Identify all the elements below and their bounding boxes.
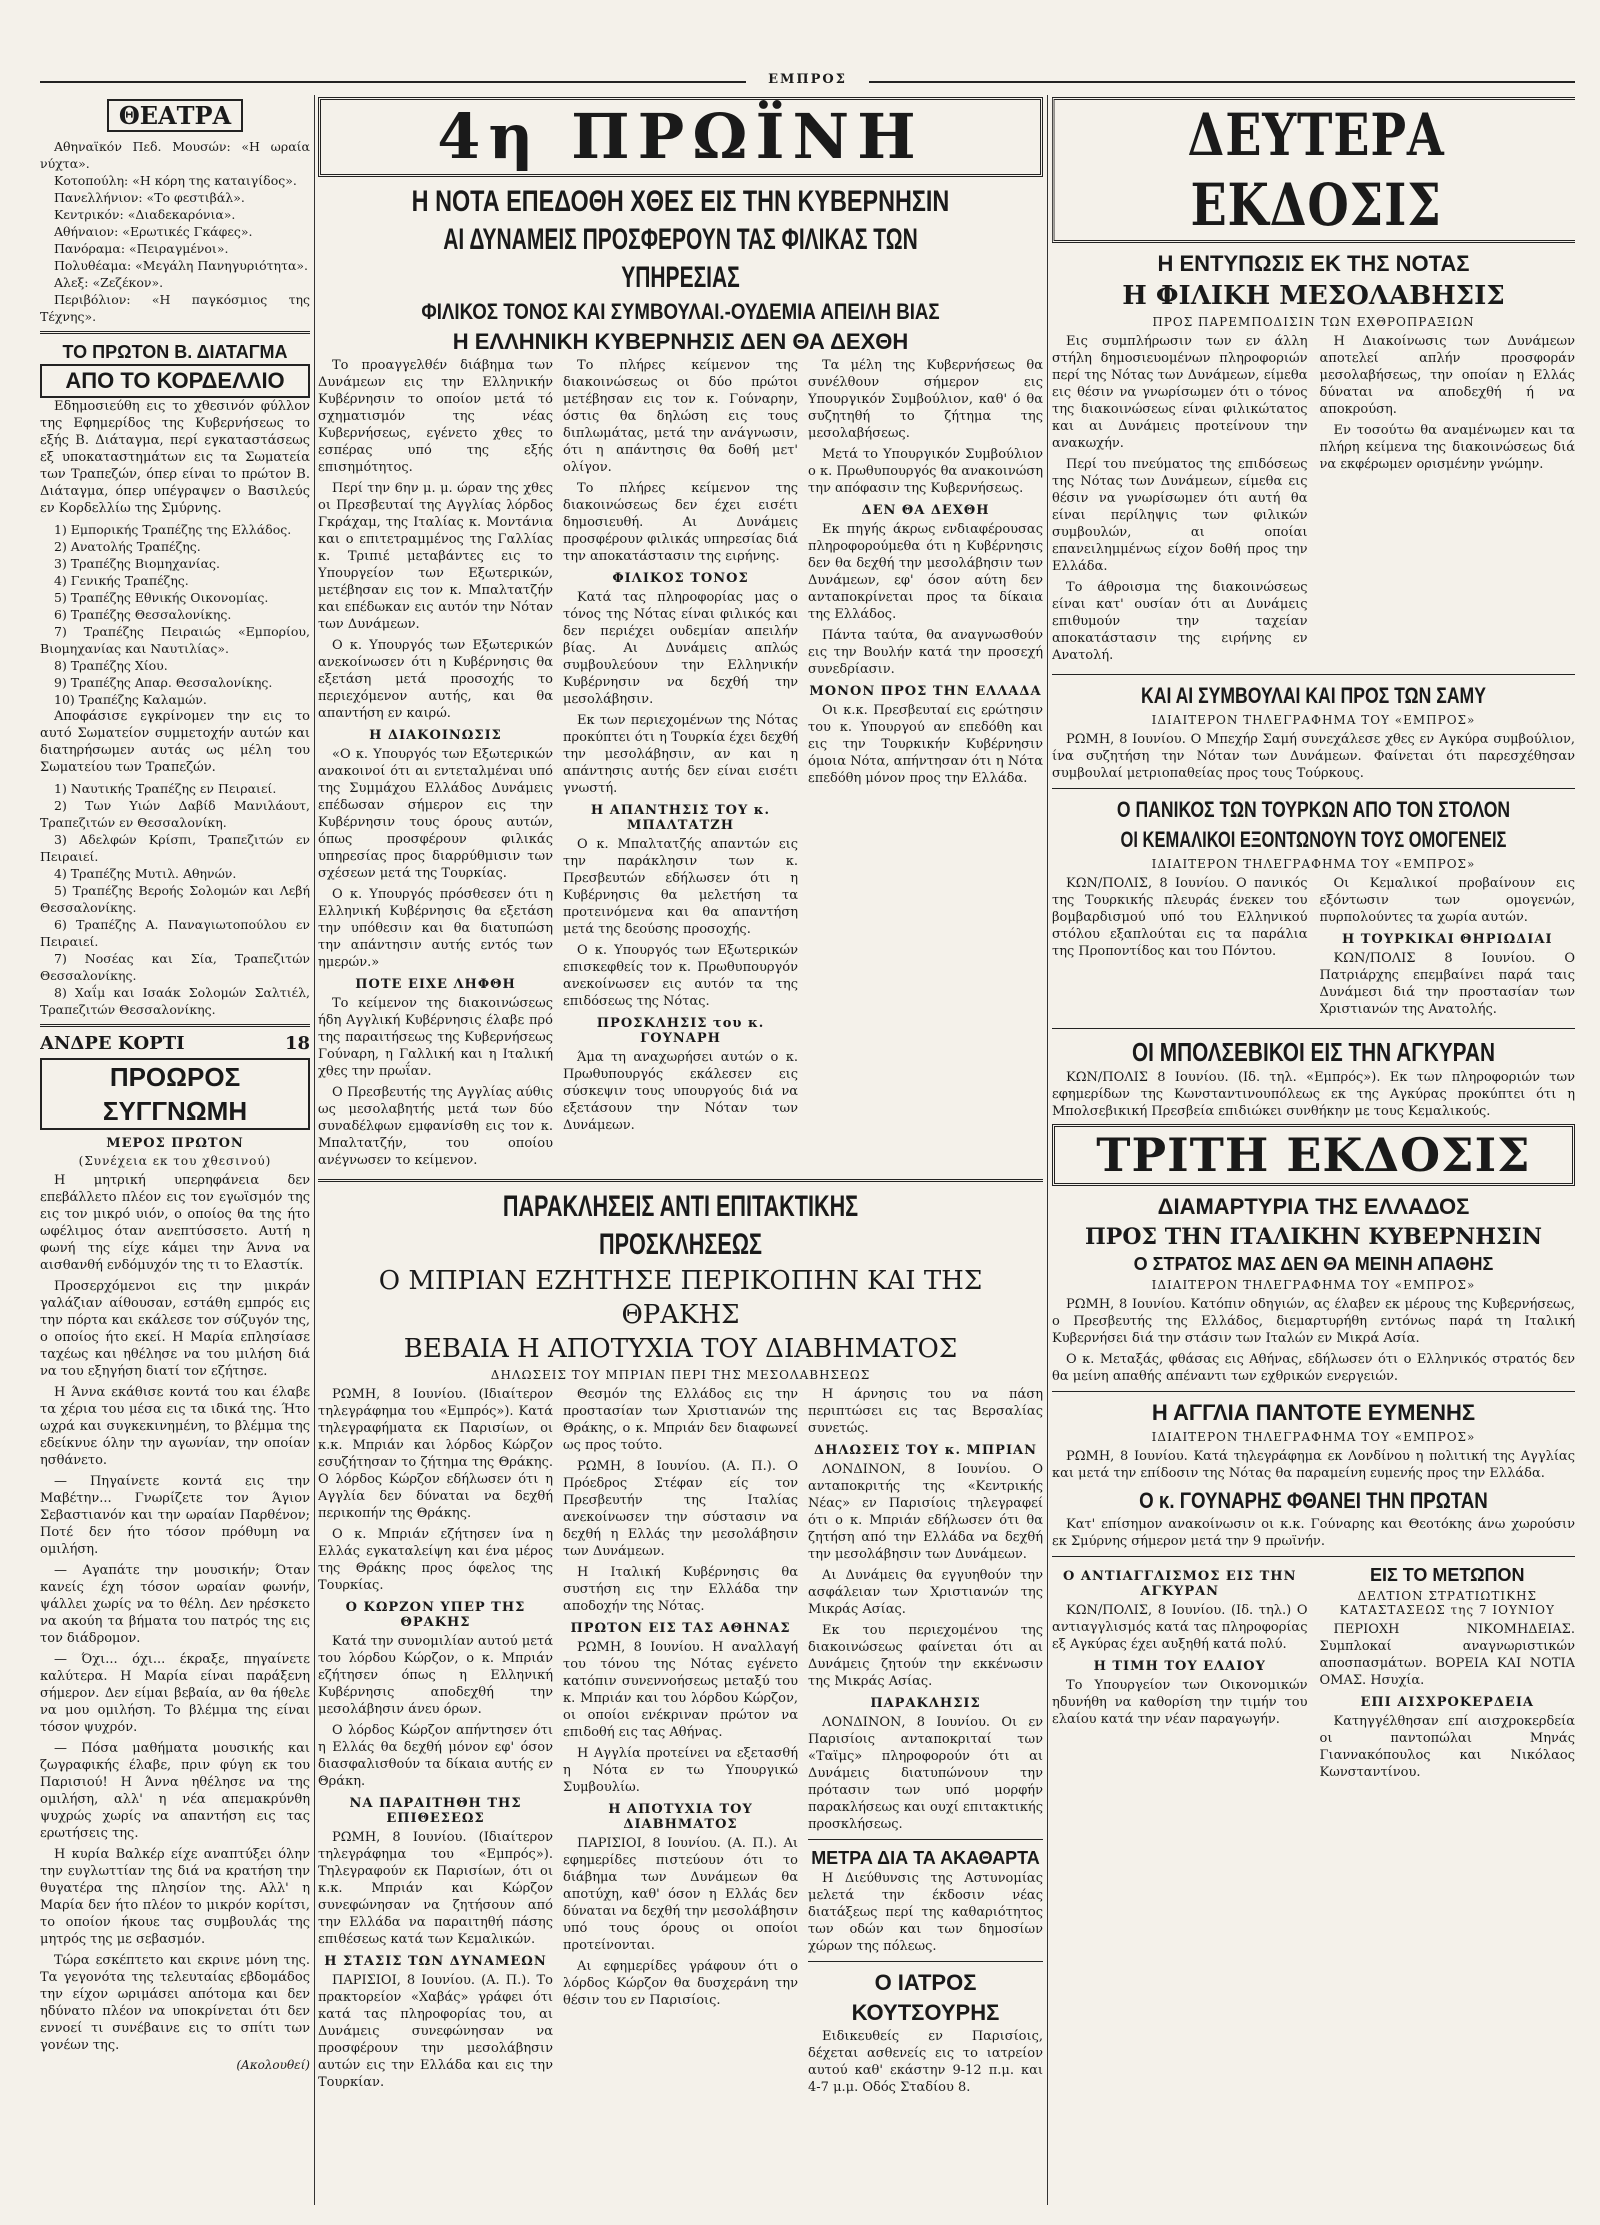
decree-item: 1) Εμπορικής Τραπέζης της Ελλάδος.	[54, 522, 292, 537]
second-edition-banner: ΔΕΥΤΕΡΑ ΕΚΔΟΣΙΣ	[1052, 97, 1575, 243]
decree-item: 9) Τραπέζης Απαρ. Θεσσαλονίκης.	[54, 675, 273, 690]
section-head: ΕΙΣ ΤΟ ΜΕΤΩΠΟΝ	[1369, 1565, 1525, 1585]
england-headline: Η ΑΓΓΛΙΑ ΠΑΝΤΟΤΕ ΕΥΜΕΝΗΣ	[1151, 1400, 1476, 1425]
panic-headline: Ο ΠΑΝΙΚΟΣ ΤΩΝ ΤΟΥΡΚΩΝ ΑΠΟ ΤΟΝ ΣΤΟΛΟΝ	[1116, 797, 1511, 822]
telegram-label: ΙΔΙΑΙΤΕΡΟΝ ΤΗΛΕΓΡΑΦΗΜΑ ΤΟΥ «ΕΜΠΡΟΣ»	[1151, 857, 1476, 871]
theatres-list	[40, 138, 310, 325]
section-head: Η ΑΠΟΤΥΧΙΑ ΤΟΥ ΔΙΑΒΗΜΑΤΟΣ	[608, 1802, 753, 1832]
section-head: ΠΡΟΣΚΛΗΣΙΣ του κ. ΓΟΥΝΑΡΗ	[596, 1016, 765, 1046]
decree-item: 5) Τραπέζης Εθνικής Οικονομίας.	[54, 590, 269, 605]
theatre-entry: Πανελλήνιον: «Το φεστιβάλ».	[54, 190, 245, 205]
section-head: ΠΑΡΑΚΛΗΣΙΣ	[870, 1696, 981, 1711]
article-paragraph: Θεσμόν της Ελλάδος εις την προστασίαν των Χριστιανών της Θράκης, ο κ. Μπριάν δεν διαφωνεί ως προς τούτο.	[563, 1387, 798, 1453]
front-sub: ΔΕΛΤΙΟΝ ΣΤΡΑΤΙΩΤΙΚΗΣ ΚΑΤΑΣΤΑΣΕΩΣ της 7 ΙΟΥΝΙΟΥ	[1339, 1589, 1555, 1617]
telegram-label: ΙΔΙΑΙΤΕΡΟΝ ΤΗΛΕΓΡΑΦΗΜΑ ΤΟΥ «ΕΜΠΡΟΣ»	[1151, 1430, 1476, 1444]
article-paragraph: Η Αγγλία προτείνει να εξετασθή η Νότα εν τω Υπουργικώ Συμβουλίω.	[563, 1746, 798, 1795]
article-paragraph: Ο λόρδος Κώρζον απήντησεν ότι η Ελλάς θα δεχθή μόνον εφ' όσον διασφαλισθούν τα δίκαια αυτής εν Θράκη.	[318, 1723, 553, 1789]
article-paragraph: Το άθροισμα της διακοινώσεως είναι κατ' ουσίαν ότι αι Δυνάμεις επιθυμούν την ταχείαν αποκατάστασιν της ειρήνης εν Ανατολή.	[1052, 580, 1308, 663]
theatre-entry: Πολυθέαμα: «Μεγάλη Πανηγυριότητα».	[54, 258, 309, 273]
section-head: ΦΙΛΙΚΟΣ ΤΟΝΟΣ	[612, 571, 749, 586]
article-paragraph: Ο κ. Υπουργός των Εξωτερικών επισκεφθείς τον κ. Πρωθυπουργόν ανεκοίνωσεν εις αυτόν τα της επιδόσεως της Νότας.	[563, 943, 798, 1009]
article-paragraph: Ο κ. Μπαλτατζής απαντών εις την παράκλησιν των κ. Πρεσβευτών εδήλωσεν ότι η Κυβέρνησις θα μελετήση τα προτεινόμενα και θα απαντήση μετά της δεούσης προσοχής.	[563, 837, 798, 937]
theatre-entry: Κεντρικόν: «Διαδεκαρόνια».	[54, 207, 236, 222]
decree-item: 4) Γενικής Τραπέζης.	[54, 573, 189, 588]
article-paragraph: Κατά την συνομιλίαν αυτού μετά του λόρδου Κώρζον, ο κ. Μπριάν εζήτησεν όπως η Ελληνική Κυβέρνησις αποδεχθή την μεσολάβησιν άνευ όρων.	[318, 1634, 553, 1717]
second-deck: ΒΕΒΑΙΑ Η ΑΠΟΤΥΧΙΑ ΤΟΥ ΔΙΑΒΗΜΑΤΟΣ	[403, 1334, 958, 1364]
decree-item: 2) Ανατολής Τραπέζης.	[54, 539, 201, 554]
section-head: Η ΤΙΜΗ ΤΟΥ ΕΛΑΙΟΥ	[1093, 1659, 1266, 1674]
article-paragraph: Η άρνησις του να πάση περιπτώσει εις τας Βερσαλίας συνετώς.	[808, 1387, 1043, 1436]
article-paragraph: ΡΩΜΗ, 8 Ιουνίου. (Ιδιαίτερον τηλεγράφημα του «Εμπρός»). Τηλεγραφούν εκ Παρισίων, ότι οι κ.κ. Μπριάν και Κώρζον συνεφώνησαν να ζητήσουν από την Ελλάδα να παραιτηθή πάσης επιθέσεως κατά των Κεμαλικών.	[318, 1830, 553, 1947]
second-headline: ΠΑΡΑΚΛΗΣΕΙΣ ΑΝΤΙ ΕΠΙΤΑΚΤΙΚΗΣ ΠΡΟΣΚΛΗΣΕΩΣ	[502, 1190, 859, 1261]
section-head: ΠΡΩΤΟΝ ΕΙΣ ΤΑΣ ΑΘΗΝΑΣ	[570, 1621, 791, 1636]
article-paragraph: ΠΑΡΙΣΙΟΙ, 8 Ιουνίου. (Α. Π.). Αι εφημερίδες πιστεύουν ότι το διάβημα των Δυνάμεων θα αποτύχη, καθ' όσον η Ελλάς δεν δύναται να δεχθή την μεσολάβησιν υπό τους όρους οι οποίοι προτείνονται.	[563, 1836, 798, 1953]
decree-item: 2) Των Υιών Δαβίδ Μανιλάουτ, Τραπεζιτών εν Θεσσαλονίκη.	[40, 798, 310, 830]
section-head: Η ΣΤΑΣΙΣ ΤΩΝ ΔΥΝΑΜΕΩΝ	[324, 1954, 547, 1969]
article-paragraph: Το πλήρες κείμενον της διακοινώσεως οι δύο πρώτοι μετέβησαν εις τον κ. Γούναρην, όστις θα δηλώση εις τους διπλωμάτας, μετά την ανάγνωσιν, ότι η απάντησις θα δοθή μετ' ολίγον.	[563, 358, 798, 475]
article-paragraph: Κατ' επίσημον ανακοίνωσιν οι κ.κ. Γούναρης και Θεοτόκης άνω χωρούσιν εκ Σμύρνης σήμερον μετά την 9 πρωϊνήν.	[1052, 1517, 1575, 1549]
article-paragraph: ΠΕΡΙΟΧΗ ΝΙΚΟΜΗΔΕΙΑΣ. Συμπλοκαί αναγνωριστικών αποσπασμάτων. ΒΟΡΕΙΑ ΚΑΙ ΝΟΤΙΑ ΟΜΑΣ. Ησυχία.	[1319, 1622, 1575, 1688]
article-paragraph: ΡΩΜΗ, 8 Ιουνίου. (Ιδιαίτερον τηλεγράφημα του «Εμπρός»). Κατά τηλεγραφήματα εκ Παρισίων, οι κ.κ. Μπριάν και λόρδος Κώρζον εσυζήτησαν το ζήτημα της Θράκης. Ο λόρδος Κώρζον εδήλωσεν ότι η Αγγλία δεν δύναται να δεχθή περικοπήν της Θράκης.	[318, 1387, 553, 1521]
decree-item: 7) Τραπέζης Πειραιώς «Εμπορίου, Βιομηχανίας και Ναυτιλίας».	[40, 624, 310, 656]
edition-banner: 4η ΠΡΩΪΝΗ	[318, 97, 1043, 177]
article-paragraph: Ο κ. Μεταξάς, φθάσας εις Αθήνας, εδήλωσεν ότι ο Ελληνικός στρατός δεν θα μείνη απαθής απέναντι των εχθρικών ενεργειών.	[1052, 1352, 1575, 1384]
protest-subheadline: ΠΡΟΣ ΤΗΝ ΙΤΑΛΙΚΗΝ ΚΥΒΕΡΝΗΣΙΝ	[1085, 1224, 1542, 1250]
theatre-entry: Πανόραμα: «Πειραγμένοι».	[54, 241, 229, 256]
serial-title: ΠΡΟΩΡΟΣ ΣΥΓΓΝΩΜΗ	[40, 1058, 310, 1130]
article-paragraph: Κατηγγέλθησαν επί αισχροκερδεία οι παντοπώλαι Μηνάς Γιαννακόπουλος και Νικόλαος Κωνσταντίνου.	[1319, 1714, 1575, 1780]
decree-item: 5) Τραπέζης Βεροής Σολομών και Λεβή Θεσσαλονίκης.	[40, 883, 310, 915]
serial-continued: (Συνέχεια εκ του χθεσινού)	[78, 1154, 272, 1168]
decree-item: 10) Τραπέζης Καλαμών.	[54, 692, 207, 707]
decree-item: 6) Τραπέζης Θεσσαλονίκης.	[54, 607, 232, 622]
article-paragraph: ΡΩΜΗ, 8 Ιουνίου. Η αναλλαγή του τόνου της Νότας εγένετο κατόπιν συνεννοήσεως μεταξύ του κ. Μπριάν και του λόρδου Κώρζον, οι οποίοι ενέκριναν πρώτον να επιδοθή εις τας Αθήνας.	[563, 1640, 798, 1740]
article-paragraph: ΛΟΝΔΙΝΟΝ, 8 Ιουνίου. Οι εν Παρισίοις ανταποκριταί των «Ταϊμς» πληροφορούν ότι αι Δυνάμεις διατυπώνουν την πρότασιν των υπό μορφήν παρακλήσεως και ουχί επιτακτικής προσκλήσεως.	[808, 1715, 1043, 1832]
section-head: ΜΕΤΡΑ ΔΙΑ ΤΑ ΑΚΑΘΑΡΤΑ	[811, 1848, 1040, 1868]
serial-part: ΜΕΡΟΣ ΠΡΩΤΟΝ	[106, 1136, 244, 1151]
second-sub: ΔΗΛΩΣΕΙΣ ΤΟΥ ΜΠΡΙΑΝ ΠΕΡΙ ΤΗΣ ΜΕΣΟΛΑΒΗΣΕΩΣ	[490, 1368, 871, 1382]
article-paragraph: ΚΩΝ/ΠΟΛΙΣ 8 Ιουνίου. Ο Πατριάρχης επεμβαίνει παρά ταις Δυνάμεσι διά την προστασίαν των Χριστιανών της Ανατολής.	[1319, 951, 1575, 1017]
article-paragraph: Εις συμπλήρωσιν των εν άλλη στήλη δημοσιευομένων πληροφοριών περί της Νότας των Δυνάμεων, είμεθα εις θέσιν να γνωρίσωμεν ότι ο τόνος της διακοινώσεως είναι φιλικώτατος και αι Δυνάμεις προτείνουν την ανακωχήν.	[1052, 334, 1308, 451]
ad-text: Ειδικευθείς εν Παρισίοις, δέχεται ασθενείς εις το ιατρείον αυτού καθ' εκάστην 9-12 π.μ. και 4-7 μ.μ. Οδός Σταδίου 8.	[808, 2029, 1043, 2095]
section-head: Η ΔΙΑΚΟΙΝΩΣΙΣ	[369, 728, 502, 743]
decree-item: 3) Αδελφών Κρίσπι, Τραπεζιτών εν Πειραιεί.	[40, 832, 310, 864]
serial-number: 18	[284, 1033, 310, 1054]
serial-paragraph: Τώρα εσκέπτετο και εκρινε μόνη της. Τα γεγονότα της τελευταίας εβδομάδος την είχον ωριμάσει απότομα και δεν ηδύνατο πλέον να υποκρίνεται ότι δεν εννοεί τι συνέβαινε εις το σπίτι των γονέων της.	[40, 1953, 310, 2053]
article-paragraph: Το κείμενον της διακοινώσεως ήδη Αγγλική Κυβέρνησις έλαβε πρό της παραιτήσεως της Κυβερνήσεως Γούναρη, η Γαλλική και η Ιταλική χθες την πρωΐαν.	[318, 996, 553, 1079]
article-paragraph: Αι εφημερίδες γράφουν ότι ο λόρδος Κώρζον θα δυσχεράνη την θέσιν του εν Παρισίοις.	[563, 1959, 798, 2008]
article-paragraph: Τα μέλη της Κυβερνήσεως θα συνέλθουν σήμερον εις Υπουργικόν Συμβούλιον, καθ' ό θα συζητηθή το ζήτημα της μεσολαβήσεως.	[808, 358, 1043, 441]
article-paragraph: Εκ πηγής άκρως ενδιαφέρουσας πληροφορούμεθα ότι η Κυβέρνησις δεν θα δεχθή την μεσολάβησιν των Δυνάμεων, εφ' όσον αύτη δεν ανταποκρίνεται προς τα δίκαια της Ελλάδος.	[808, 522, 1043, 622]
article-paragraph: ΚΩΝ/ΠΟΛΙΣ 8 Ιουνίου. (Ιδ. τηλ. «Εμπρός»). Εκ των πληροφοριών των εφημερίδων της Κωνσταντινουπόλεως εκ της Αγκύρας προκύπτει ότι η Μπολσεβικική Πρεσβεία επιδιώκει συνθήκην με τους Κεμαλικούς.	[1052, 1070, 1575, 1119]
decree-item: 8) Τραπέζης Χίου.	[54, 658, 168, 673]
article-paragraph: Ο κ. Υπουργός των Εξωτερικών ανεκοίνωσεν ότι η Κυβέρνησις θα εξετάση μετά προσοχής το περιεχόμενον αυτής, και θα απαντήση εν καιρώ.	[318, 638, 553, 721]
decree-subtitle: ΑΠΟ ΤΟ ΚΟΡΔΕΛΛΙΟ	[40, 364, 310, 398]
telegram-label: ΙΔΙΑΙΤΕΡΟΝ ΤΗΛΕΓΡΑΦΗΜΑ ΤΟΥ «ΕΜΠΡΟΣ»	[1151, 1278, 1476, 1292]
samos-headline: ΚΑΙ ΑΙ ΣΥΜΒΟΥΛΑΙ ΚΑΙ ΠΡΟΣ ΤΩΝ ΣΑΜΥ	[1141, 683, 1486, 708]
article-paragraph: ΡΩΜΗ, 8 Ιουνίου. Ο Μπεχήρ Σαμή συνεχάλεσε χθες εν Αγκύρα συμβούλιον, ίνα συζητήση την Νόταν των Δυνάμεων. Φαίνεται ότι παρεσχέθησαν συμβουλαί μετριοπαθείας προς τους Τούρκους.	[1052, 732, 1575, 781]
article-paragraph: Οι κ.κ. Πρεσβευταί εις ερώτησιν του κ. Υπουργού αν επεδόθη και εις την Τουρκικήν Κυβέρνησιν όμοια Νότα, απήντησαν ότι η Νότα επεδόθη μόνον προς την Ελλάδα.	[808, 703, 1043, 786]
serial-paragraph: — Πηγαίνετε κοντά εις την Μαβέτην... Γνωρίζετε τον Άγιον Σεβαστιανόν και την ωραίαν Παρθένον; Ποτέ δεν ήτο τόσον πρόθυμη να ομιλήση.	[40, 1474, 310, 1557]
decree-item: 1) Ναυτικής Τραπέζης εν Πειραιεί.	[54, 781, 277, 796]
serial-header	[40, 1033, 310, 1054]
article-paragraph: Αι Δυνάμεις θα εγγυηθούν την ασφάλειαν των Χριστιανών της Μικράς Ασίας.	[808, 1568, 1043, 1617]
serial-paragraph: — Αγαπάτε την μουσικήν; Όταν κανείς έχη τόσον ωραίαν φωνήν, ψάλλει χωρίς να το θέλη. Δεν ηρέσκετο να ακούη τα βήματα του πατρός της εις τον διάδρομον.	[40, 1563, 310, 1646]
ad-title: Ο ΙΑΤΡΟΣ ΚΟΥΤΣΟΥΡΗΣ	[851, 1970, 1000, 2025]
serial-paragraph: Η Άννα εκάθισε κοντά του και έλαβε τα χέρια του μέσα εις τα ιδικά της. Ήτο ωχρά και συγκεκινημένη, το βλέμμα της εδείκνυε όλην την αγωνίαν, την οποίαν ησθάνετο.	[40, 1385, 310, 1468]
serial-paragraph: Προσερχόμενοι εις την μικράν γαλάζιαν αίθουσαν, εστάθη εμπρός εις την πόρτα και εκάλεσε τον σύζυγόν της, ο οποίος ήτο εκεί. Η Μαρία επλησίασε ταχέως και ηθέλησε να του μιλήση διά να του εξηγήση διατί τον εζήτησε.	[40, 1279, 310, 1379]
section-head: Ο ΑΝΤΙΑΓΓΛΙΣΜΟΣ ΕΙΣ ΤΗΝ ΑΓΚΥΡΑΝ	[1063, 1569, 1297, 1599]
main-deck: ΦΙΛΙΚΟΣ ΤΟΝΟΣ ΚΑΙ ΣΥΜΒΟΥΛΑΙ.-ΟΥΔΕΜΙΑ ΑΠΕΙΛΗ ΒΙΑΣ	[421, 299, 940, 324]
left-column	[40, 95, 310, 2205]
article-paragraph: «Ο κ. Υπουργός των Εξωτερικών ανακοινοί ότι αι εντεταλμέναι υπό της Συμμάχου Ελλάδος Δυνάμεις επέδωσαν σήμερον εις την Κυβέρνησιν τους όρους αυτών, όπως προσφέρουν φιλικάς υπηρεσίας προς διαρρύθμισιν των σχέσεων μετά της Τουρκίας.	[318, 747, 553, 881]
third-edition-banner: ΤΡΙΤΗ ΕΚΔΟΣΙΣ	[1052, 1124, 1575, 1186]
article-paragraph: Η Διακοίνωσις των Δυνάμεων αποτελεί απλήν προσφοράν μεσολαβήσεως, την οποίαν η Ελλάς δύναται να αποδεχθή ή να αποκρούση.	[1319, 334, 1575, 417]
main-headline: Η ΝΟΤΑ ΕΠΕΔΟΘΗ ΧΘΕΣ ΕΙΣ ΤΗΝ ΚΥΒΕΡΝΗΣΙΝ	[411, 185, 950, 218]
article-paragraph: Το πλήρες κείμενον της διακοινώσεως δεν έχει εισέτι δημοσιευθή. Αι Δυνάμεις προσφέρουν φιλικάς υπηρεσίας διά την αποκατάστασιν της ειρήνης.	[563, 481, 798, 564]
serial-paragraph: Η κυρία Βαλκέρ είχε αναπτύξει όλην την ευγλωττίαν της διά να κρατήση την θυγατέρα της πλησίον της. Αλλ' η Μαρία δεν ήτο πλέον το μικρόν κορίτσι, το οποίον ήκουε τας συμβουλάς της μητρός της με σεβασμόν.	[40, 1847, 310, 1947]
decree-title: ΤΟ ΠΡΩΤΟΝ Β. ΔΙΑΤΑΓΜΑ	[62, 342, 288, 362]
gounaris-headline: Ο κ. ΓΟΥΝΑΡΗΣ ΦΘΑΝΕΙ ΤΗΝ ΠΡΩΤΑΝ	[1139, 1488, 1488, 1513]
main-subheadline: ΑΙ ΔΥΝΑΜΕΙΣ ΠΡΟΣΦΕΡΟΥΝ ΤΑΣ ΦΙΛΙΚΑΣ ΤΩΝ ΥΠΗΡΕΣΙΑΣ	[443, 223, 918, 294]
right-deck: ΠΡΟΣ ΠΑΡΕΜΠΟΔΙΣΙΝ ΤΩΝ ΕΧΘΡΟΠΡΑΞΙΩΝ	[1152, 315, 1475, 329]
article-paragraph: Οι Κεμαλικοί προβαίνουν εις εξόντωσιν των ομογενών, πυρπολούντες τα χωρία αυτών.	[1319, 876, 1575, 925]
theatre-entry: Κοτοπούλη: «Η κόρη της καταιγίδος».	[54, 173, 297, 188]
article-paragraph: Η Ιταλική Κυβέρνησις θα συστήση εις την Ελλάδα την αποδοχήν της Νότας.	[563, 1565, 798, 1614]
article-paragraph: Μετά το Υπουργικόν Συμβούλιον ο κ. Πρωθυπουργός θα ανακοινώση την απόφασιν της Κυβερνήσεως.	[808, 447, 1043, 496]
theatre-entry: Περιβόλιον: «Η παγκόσμιος της Τέχνης».	[40, 292, 310, 324]
theatres-title: ΘΕΑΤΡΑ	[107, 99, 243, 132]
article-paragraph: Κατά τας πληροφορίας μας ο τόνος της Νότας είναι φιλικός και δεν περιέχει ουδεμίαν απειλήν βίας. Αι Δυνάμεις απλώς συμβουλεύουν την Ελληνικήν Κυβέρνησιν να δεχθή την μεσολάβησιν.	[563, 590, 798, 707]
section-head: ΔΕΝ ΘΑ ΔΕΧΘΗ	[861, 503, 990, 518]
decree-item: 4) Τραπέζης Μυτιλ. Αθηνών.	[54, 866, 237, 881]
right-headline: Η ΕΝΤΥΠΩΣΙΣ ΕΚ ΤΗΣ ΝΟΤΑΣ	[1157, 251, 1470, 276]
article-paragraph: Άμα τη αναχωρήσει αυτών ο κ. Πρωθυπουργός εκάλεσεν εις σύσκεψιν τους υπουργούς διά να εξετάσουν την Νόταν των Δυνάμεων.	[563, 1050, 798, 1133]
serial-paragraph: — Όχι... όχι... έκραξε, πηγαίνετε καλύτερα. Η Μαρία είναι παράξενη σήμερον. Δεν είμαι βεβαία, αν θα ήθελε να μου ομιλήση. Το βλέμμα της είναι τόσον ψυχρόν.	[40, 1652, 310, 1735]
article-paragraph: ΡΩΜΗ, 8 Ιουνίου. (Α. Π.). Ο Πρόεδρος Στέφαν είς τον Πρεσβευτήν της Ιταλίας ανεκοίνωσεν την σύστασιν να δεχθή η Ελλάς την μεσολάβησιν των Δυνάμεων.	[563, 1459, 798, 1559]
article-paragraph: ΠΑΡΙΣΙΟΙ, 8 Ιουνίου. (Α. Π.). Το πρακτορείον «Χαβάς» γράφει ότι κατά τας πληροφορίας του, αι Δυνάμεις συνεφώνησαν να προσφέρουν την μεσολάβησιν αυτών εις την Ελλάδα και εις την Τουρκίαν.	[318, 1973, 553, 2090]
masthead: ΕΜΠΡΟΣ	[40, 72, 1575, 94]
article-paragraph: Η Διεύθυνσις της Αστυνομίας μελετά την έκδοσιν νέας διατάξεως περί της καθαριότητος των οδών και των δημοσίων χώρων της πόλεως.	[808, 1871, 1043, 1954]
section-head: ΝΑ ΠΑΡΑΙΤΗΘΗ ΤΗΣ ΕΠΙΘΕΣΕΩΣ	[349, 1796, 522, 1826]
decree-item: 8) Χαΐμ και Ισαάκ Σολομών Σαλτιέλ, Τραπεζιτών Θεσσαλονίκης.	[40, 985, 310, 1017]
main-deck-2: Η ΕΛΛΗΝΙΚΗ ΚΥΒΕΡΝΗΣΙΣ ΔΕΝ ΘΑ ΔΕΧΘΗ	[452, 329, 909, 354]
theatre-entry: Αθηναϊκόν Πεδ. Μουσών: «Η ωραία νύχτα».	[40, 139, 310, 171]
article-paragraph: ΡΩΜΗ, 8 Ιουνίου. Κατά τηλεγράφημα εκ Λονδίνου η πολιτική της Αγγλίας και μετά την επίδοσιν της Νότας θα παραμείνη ευμενής προς την Ελλάδα.	[1052, 1449, 1575, 1481]
serial-paragraph: — Πόσα μαθήματα μουσικής και ζωγραφικής έλαβε, πριν φύγη εκ του Παρισιού! Η Άννα ηθέλησε να της ομιλήση, αλλ' η νέα απεμακρύνθη ψυχρώς χωρίς να απαντήση εις τας ερωτήσεις της.	[40, 1741, 310, 1841]
protest-deck: Ο ΣΤΡΑΤΟΣ ΜΑΣ ΔΕΝ ΘΑ ΜΕΙΝΗ ΑΠΑΘΗΣ	[1133, 1254, 1494, 1274]
decree-intro: Εδημοσιεύθη εις το χθεσινόν φύλλον της Εφημερίδος της Κυβερνήσεως το εξής Β. Διάταγμα, περί εγκαταστάσεως εξ υποκαταστημάτων εις τα Σωματεία των Τραπεζών, όπερ είναι το πρώτον Β. Διάταγμα, όπερ υπέγραψεν ο Βασιλεύς εν Κορδελλίω της Σμύρνης.	[40, 399, 310, 516]
decree-outro: Αποφάσισε εγκρίνομεν την εις το αυτό Σωματείον συμμετοχήν αυτών και διατηρήσωμεν αυτάς ως μέλη του Σωματείου των Τραπεζών.	[40, 709, 310, 775]
section-head: ΠΟΤΕ ΕΙΧΕ ΛΗΦΘΗ	[355, 977, 516, 992]
serial-author: ΑΝΔΡΕ ΚΟΡΤΙ	[40, 1033, 185, 1054]
decree-item: 3) Τραπέζης Βιομηχανίας.	[54, 556, 221, 571]
telegram-label: ΙΔΙΑΙΤΕΡΟΝ ΤΗΛΕΓΡΑΦΗΜΑ ΤΟΥ «ΕΜΠΡΟΣ»	[1151, 713, 1476, 727]
article-paragraph: Το Υπουργείον των Οικονομικών ηδυνήθη να καθορίση την τιμήν του ελαίου κατά την νέαν παραγωγήν.	[1052, 1678, 1308, 1727]
decree-item: 7) Νοσέας και Σία, Τραπεζιτών Θεσσαλονίκης.	[40, 951, 310, 983]
right-column	[1052, 95, 1575, 2205]
section-head: ΜΟΝΟΝ ΠΡΟΣ ΤΗΝ ΕΛΛΑΔΑ	[809, 684, 1042, 699]
article-paragraph: Ο κ. Υπουργός πρόσθεσεν ότι η Ελληνική Κυβέρνησις θα εξετάση την υπόθεσιν και θα διατυπώση την απάντησιν αυτής εντός των ημερών.»	[318, 887, 553, 970]
article-paragraph: Το προαγγελθέν διάβημα των Δυνάμεων εις την Ελληνικήν Κυβέρνησιν το οποίον μετά τό σχηματισμόν της νέας Κυβερνήσεως, εγένετο χθες το εσπέρας υπό της εξής επισημότητος.	[318, 358, 553, 475]
section-head: ΕΠΙ ΑΙΣΧΡΟΚΕΡΔΕΙΑ	[1360, 1695, 1534, 1710]
article-paragraph: Περί του πνεύματος της επιδόσεως της Νότας των Δυνάμεων, είμεθα εις θέσιν να γνωρίσωμεν ότι αυτή θα είναι περίληψις των φιλικών συμβουλών, αι οποίαι επανειλημμένως είχον δοθή προς την Ελλάδα.	[1052, 457, 1308, 574]
article-paragraph: Ο Πρεσβευτής της Αγγλίας αύθις ως μεσολαβητής μετά των δύο συναδέλφων εμφανίσθη εις τον κ. Μπαλτατζήν, του οποίου ανέγνωσεν το κείμενον.	[318, 1085, 553, 1168]
article-paragraph: Εν τοσούτω θα αναμένωμεν και τα πλήρη κείμενα της διακοινώσεως διά να εκφέρωμεν ορισμένην γνώμην.	[1319, 423, 1575, 472]
serial-paragraph: Η μητρική υπερηφάνεια δεν επεβάλλετο πλέον εις τον εγωϊσμόν της εις τον μικρό υιόν, ο οποίος θα της ήτο ωφέλιμος όταν ανεπτύσσετο. Αυτή η φωνή της είχε κάμει την Άννα να αισθανθή ενδόμυχόν της τι το Ελαστίκ.	[40, 1173, 310, 1273]
article-paragraph: Περί την 6ην μ. μ. ώραν της χθες οι Πρεσβευταί της Αγγλίας λόρδος Γκράχαμ, της Ιταλίας κ. Μοντάνια και ο επιτετραμμένος της Γαλλίας κ. Τριπιέ μεταβάντες εις το Υπουργείον των Εξωτερικών, μετέβησαν εις τον κ. Μπαλτατζήν και επέδωκαν εις αυτόν την Νόταν των Δυνάμεων.	[318, 481, 553, 632]
theatre-entry: Αθήναιον: «Ερωτικές Γκάφες».	[54, 224, 253, 239]
decree-item: 6) Τραπέζης Α. Παναγιωτοπούλου εν Πειραιεί.	[40, 917, 310, 949]
section-head: Ο ΚΩΡΖΟΝ ΥΠΕΡ ΤΗΣ ΘΡΑΚΗΣ	[345, 1600, 526, 1630]
main-column	[318, 95, 1043, 2205]
article-paragraph: ΚΩΝ/ΠΟΛΙΣ, 8 Ιουνίου. (Ιδ. τηλ.) Ο αντιαγγλισμός κατά τας πληροφορίας εξ Αγκύρας έχει αυξηθή κατά πολύ.	[1052, 1603, 1308, 1652]
section-head: Η ΑΠΑΝΤΗΣΙΣ ΤΟΥ κ. ΜΠΑΛΤΑΤΖΗ	[590, 803, 771, 833]
bolshevik-headline: ΟΙ ΜΠΟΛΣΕΒΙΚΟΙ ΕΙΣ ΤΗΝ ΑΓΚΥΡΑΝ	[1132, 1037, 1495, 1067]
article-paragraph: Πάντα ταύτα, θα αναγνωσθούν εις την Βουλήν κατά την προσεχή συνεδρίασιν.	[808, 628, 1043, 677]
serial-end: (Ακολουθεί)	[236, 2058, 310, 2072]
article-paragraph: Εκ του περιεχομένου της διακοινώσεως φαίνεται ότι αι Δυνάμεις ζητούν την εκκένωσιν της Μικράς Ασίας.	[808, 1623, 1043, 1689]
second-subheadline: Ο ΜΠΡΙΑΝ ΕΖΗΤΗΣΕ ΠΕΡΙΚΟΠΗΝ ΚΑΙ ΤΗΣ ΘΡΑΚΗΣ	[378, 1266, 983, 1330]
section-head: ΔΗΛΩΣΕΙΣ ΤΟΥ κ. ΜΠΡΙΑΝ	[813, 1443, 1038, 1458]
panic-subheadline: ΟΙ ΚΕΜΑΛΙΚΟΙ ΕΞΟΝΤΩΝΟΥΝ ΤΟΥΣ ΟΜΟΓΕΝΕΙΣ	[1120, 827, 1507, 852]
article-paragraph: Ο κ. Μπριάν εζήτησεν ίνα η Ελλάς εγκαταλείψη και ένα μέρος της Θράκης προς όφελος της Τουρκίας.	[318, 1527, 553, 1593]
section-head: Η ΤΟΥΡΚΙΚΑΙ ΘΗΡΙΩΔΙΑΙ	[1341, 932, 1553, 947]
article-paragraph: ΚΩΝ/ΠΟΛΙΣ, 8 Ιουνίου. Ο πανικός της Τουρκικής πλευράς ένεκεν του βομβαρδισμού υπό του Ελληνικού στόλου εξαπλούται εις τα παράλια της Προποντίδος και του Πόντου.	[1052, 876, 1308, 959]
right-subheadline: Η ΦΙΛΙΚΗ ΜΕΣΟΛΑΒΗΣΙΣ	[1122, 281, 1505, 311]
article-paragraph: ΡΩΜΗ, 8 Ιουνίου. Κατόπιν οδηγιών, ας έλαβεν εκ μέρους της Κυβερνήσεως, ο Πρεσβευτής της Ελλάδος, διεμαρτυρήθη εντόνως παρά τη Ιταλική Κυβερνήσει διά την στάσιν των Ιταλών εν Μικρά Ασία.	[1052, 1297, 1575, 1346]
article-paragraph: Εκ των περιεχομένων της Νότας προκύπτει ότι η Τουρκία έχει δεχθή την μεσολάβησιν, αν και η απάντησις αυτής δεν είναι εισέτι γνωστή.	[563, 713, 798, 796]
article-paragraph: ΛΟΝΔΙΝΟΝ, 8 Ιουνίου. Ο ανταποκριτής της «Κεντρικής Νέας» εν Παρισίοις τηλεγραφεί ότι ο κ. Μπριάν εδήλωσεν ότι θα ζητήση από την Ελλάδα να δεχθή την μεσολάβησιν των Δυνάμεων.	[808, 1462, 1043, 1562]
protest-headline: ΔΙΑΜΑΡΤΥΡΙΑ ΤΗΣ ΕΛΛΑΔΟΣ	[1157, 1194, 1470, 1219]
theatre-entry: Αλεξ: «Ζεζέκον».	[54, 275, 164, 290]
